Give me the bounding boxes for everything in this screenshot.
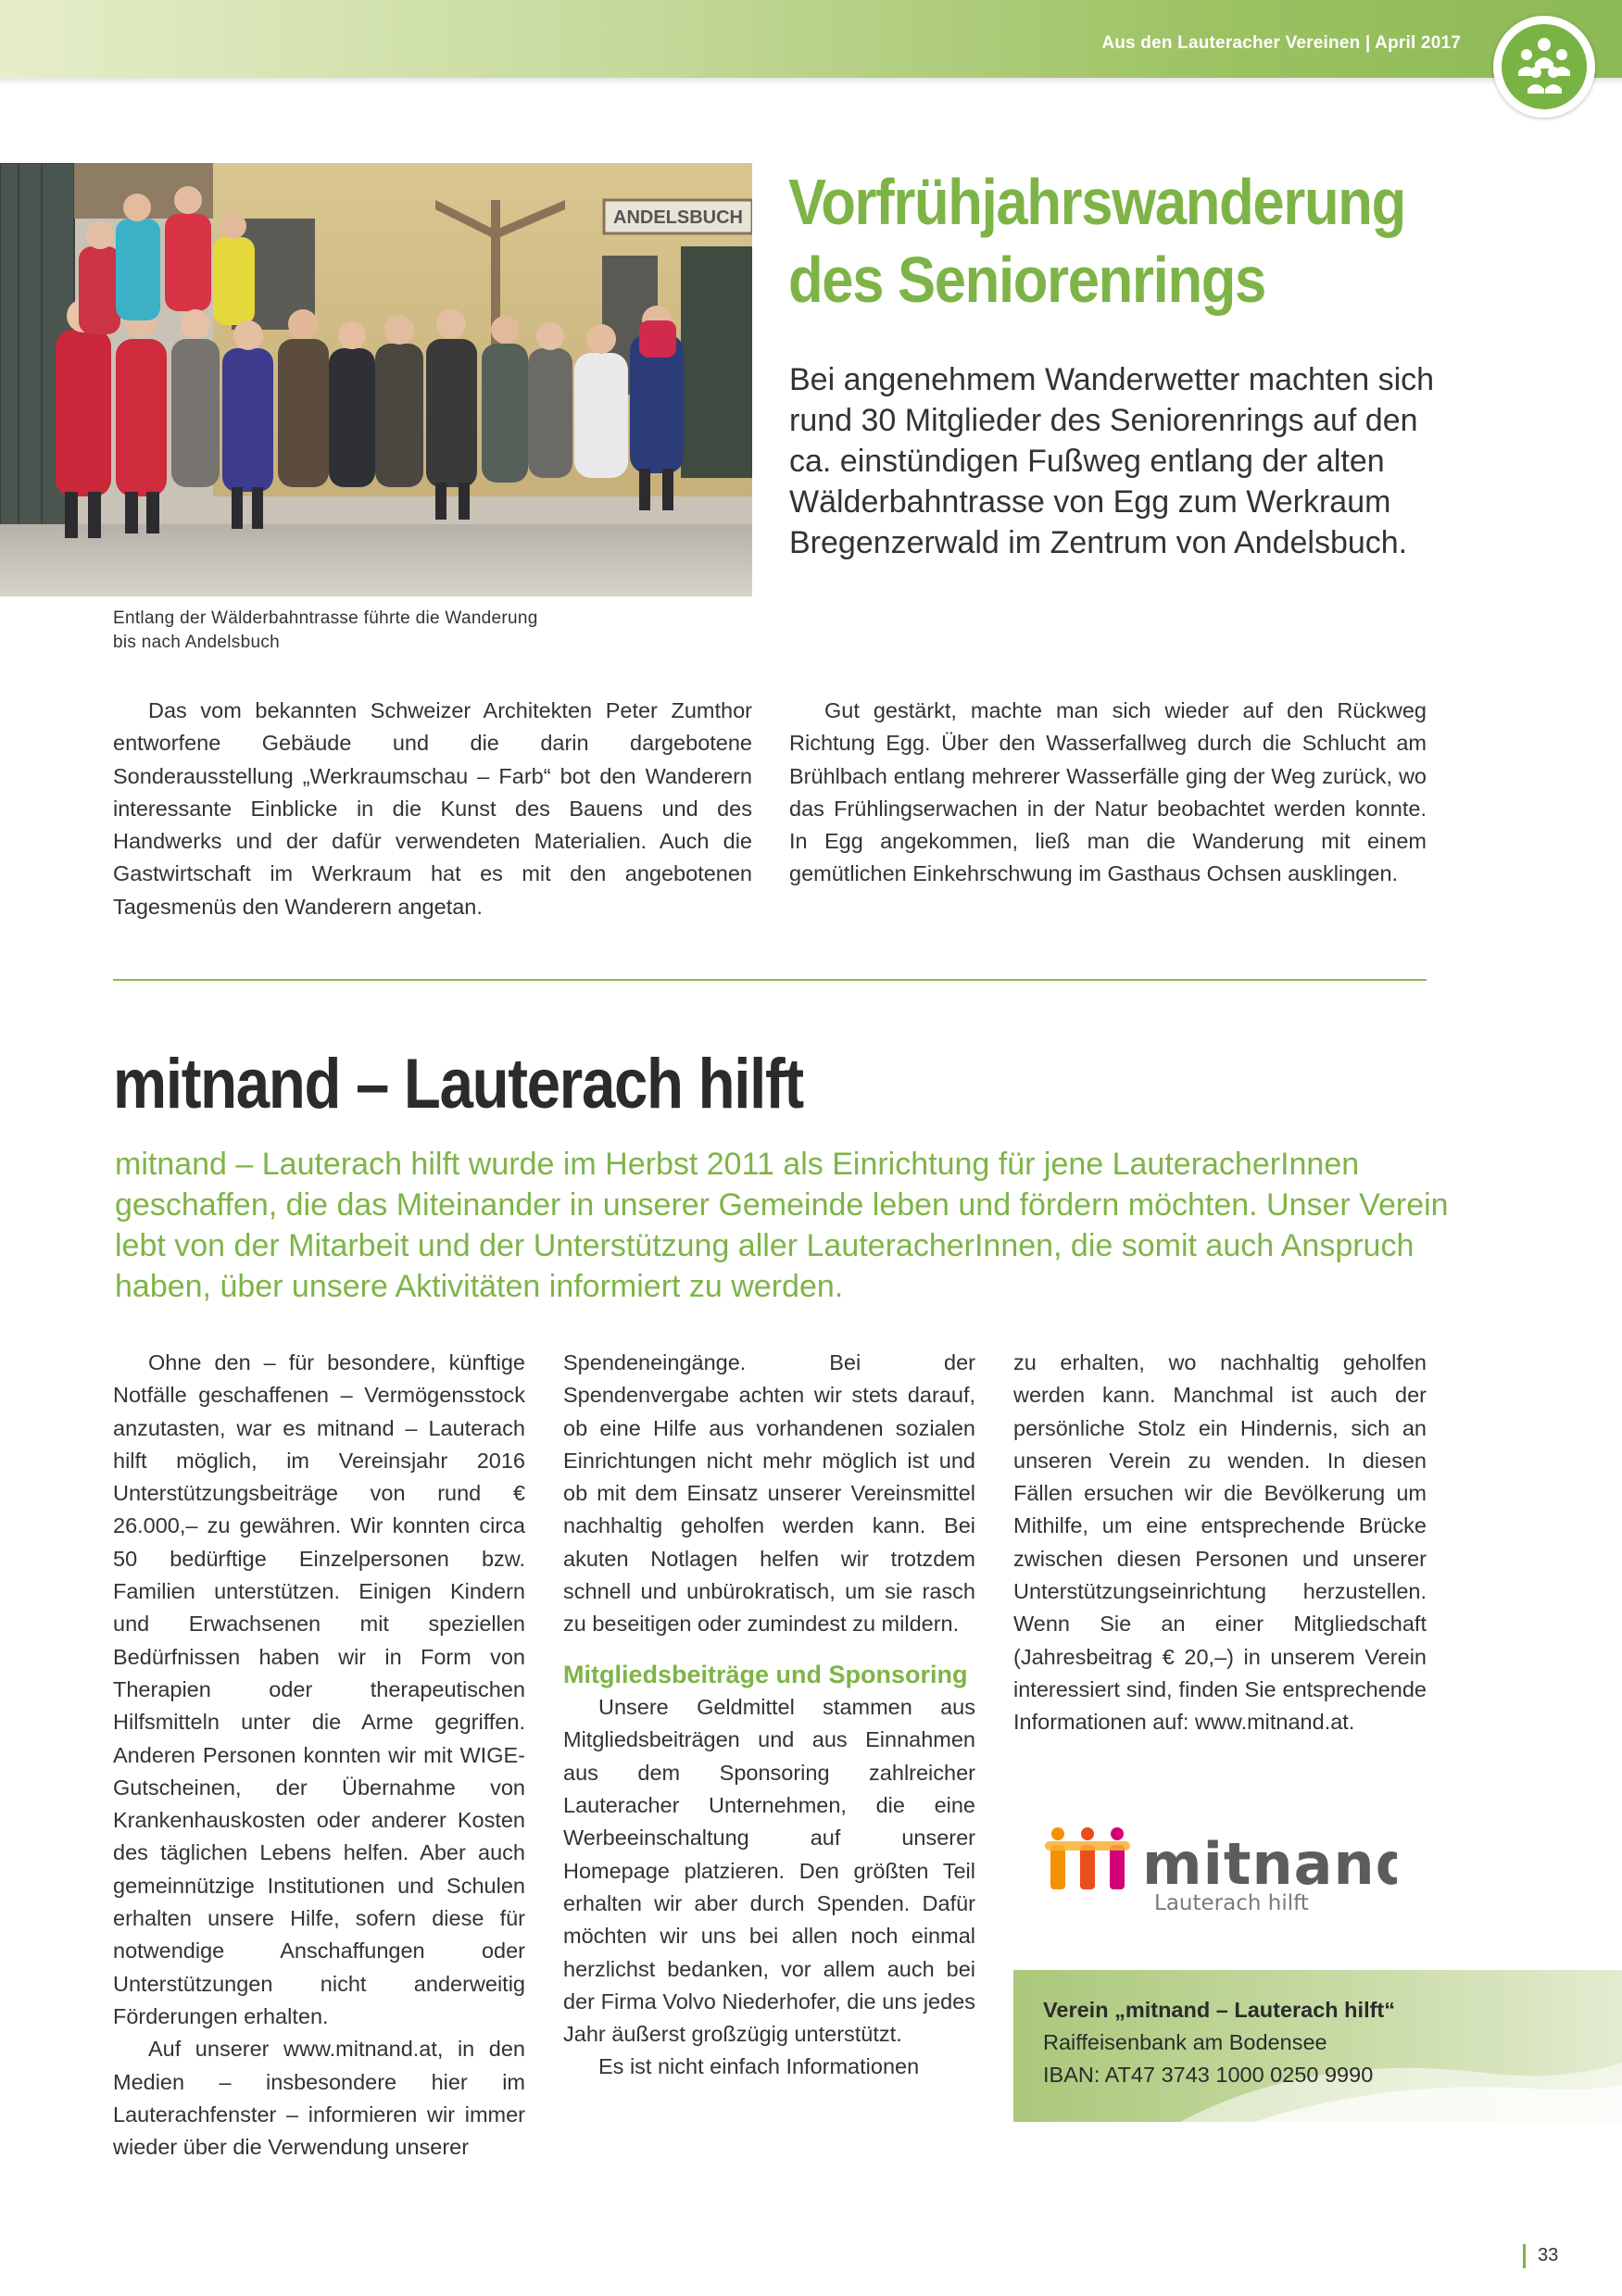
caption-line: Entlang der Wälderbahntrasse führte die Wanderung: [113, 609, 538, 628]
section-divider: [113, 979, 1427, 981]
article-column-2: [563, 1347, 975, 2084]
article-lead: mitnand – Lauterach hilft wurde im Herbst 2011 als Einrichtung für jene LauteracherInnen geschaffen, die das Miteinander in unserer Gemeinde leben und fördern möchten. Unser Verein lebt von der Mitarbeit und der Unterstützung aller LauteracherInnen, die somit auch Anspruch haben, über unsere Aktivitäten informiert zu werden.: [115, 1147, 1449, 1304]
paragraph: Spendeneingänge. Bei der Spendenvergabe achten wir stets darauf, ob eine Hilfe aus vorhandenen sozialen Einrichtungen nicht mehr möglich ist und ob mit dem Einsatz unserer Vereinsmittel nachhaltig geholfen werden kann. Bei akuten Notlagen helfen wir trotzdem schnell und unbürokratisch, um sie rasch zu beseitigen oder zumindest zu mildern.: [563, 1350, 975, 1637]
paragraph: Unsere Geldmittel stammen aus Mitgliedsbeiträgen und aus Einnahmen aus dem Sponsoring zahlreicher Lauteracher Unternehmen, die eine Werbeeinschaltung auf unserer Homepage platzieren. Den größten Teil erhalten wir aber durch Spenden. Dafür möchten wir uns bei allen noch einmal herzlichst bedanken, vor allem auch bei der Firma Volvo Niederhofer, die uns jedes Jahr äußerst großzügig unterstützt.: [563, 1695, 975, 2047]
article-column-3: [1013, 1347, 1427, 1739]
caption-line: bis nach Andelsbuch: [113, 633, 280, 652]
header-logo: [1493, 16, 1595, 118]
group-photo: [0, 163, 752, 596]
bank-iban: IBAN: AT47 3743 1000 0250 9990: [1043, 2063, 1374, 2087]
header-shadow: [0, 78, 1622, 85]
bank-text: [1043, 1994, 1395, 2091]
article-body-left: [113, 695, 752, 923]
title-line: Vorfrühjahrswanderung: [788, 166, 1405, 238]
article-title: [788, 163, 1490, 319]
bank-name: Raiffeisenbank am Bodensee: [1043, 2030, 1327, 2054]
mitnand-logo: [1045, 1823, 1397, 1915]
article-column-1: [113, 1347, 525, 2164]
bank-info-box: [1013, 1970, 1622, 2122]
paragraph: Es ist nicht einfach Informationen: [598, 2054, 920, 2079]
paragraph: Auf unserer www.mitnand.at, in den Medien – insbesondere hier im Lauterachfenster – informieren wir immer wieder über die Verwendung unserer: [113, 2037, 525, 2160]
logo-tagline: Lauterach hilft: [1154, 1891, 1309, 1915]
title-line: des Seniorenrings: [788, 244, 1266, 316]
logo-figures-icon: [1045, 1827, 1130, 1889]
paragraph: Ohne den – für besondere, künftige Notfälle geschaffenen – Vermögensstock anzutasten, war es mitnand – Lauterach hilft möglich, im Vereinsjahr 2016 Unterstützungsbeiträge von rund € 26.000,– zu gewähren. Wir konnten circa 50 bedürftige Einzelpersonen bzw. Familien unterstützen. Einigen Kindern und Erwachsenen mit speziellen Bedürfnissen haben wir in Form von Therapien oder therapeutischen Hilfsmitteln unter die Arme gegriffen. Anderen Personen konnten wir mit WIGE-Gutscheinen, der Übernahme von Krankenhauskosten oder anderer Kosten des täglichen Lebens helfen. Aber auch gemeinnützige Institutionen und Schulen erhalten unsere Hilfe, sofern diese für notwendige Anschaffungen oder Unterstützungen nicht anderweitig Förderungen erhalten.: [113, 1350, 525, 2028]
logo-wordmark: mitnand: [1142, 1830, 1397, 1898]
photo-caption: [113, 607, 669, 655]
subheading: Mitgliedsbeiträge und Sponsoring: [563, 1660, 968, 1688]
station-sign: ANDELSBUCH: [613, 207, 743, 228]
paragraph: zu erhalten, wo nachhaltig geholfen werden kann. Manchmal ist auch der persönliche Stolz ein Hindernis, sich an unseren Verein zu wenden. In diesen Fällen ersuchen wir die Bevölkerung um Mithilfe, um eine entsprechende Brücke zwischen diesen Personen und unserer Unterstützungseinrichtung herzustellen. Wenn Sie an einer Mitgliedschaft (Jahresbeitrag € 20,–) in unserem Verein interessiert sind, finden Sie entsprechende Informationen auf: www.mitnand.at.: [1013, 1350, 1427, 1735]
article-lead: Bei angenehmem Wanderwetter machten sich rund 30 Mitglieder des Seniorenrings auf den ca. einstündigen Fußweg entlang der alten Wälderbahntrasse von Egg zum Werkraum Bregenzerwald im Zentrum von Andelsbuch.: [789, 362, 1435, 560]
article-title: mitnand – Lauterach hilft: [113, 1045, 803, 1123]
paragraph: Das vom bekannten Schweizer Architekten Peter Zumthor entworfene Gebäude und die darin dargebotene Sonderausstellung „Werkraumschau – Farb“ bot den Wanderern interessante Einblicke in die Kunst des Bauens und des Handwerks und der dafür verwendeten Materialien. Auch die Gastwirtschaft im Werkraum hat es mit den angebotenen Tagesmenüs den Wanderern angetan.: [113, 698, 752, 919]
header-title: Aus den Lauteracher Vereinen | April 2017: [1101, 33, 1461, 53]
people-group-icon: [1502, 24, 1587, 109]
paragraph: Gut gestärkt, machte man sich wieder auf den Rückweg Richtung Egg. Über den Wasserfallweg durch die Schlucht am Brühlbach entlang mehrerer Wasserfälle ging der Weg zurück, wo das Frühlingserwachen in der Natur beobachtet werden konnte. In Egg angekommen, ließ man die Wanderung mit einem gemütlichen Einkehrschwung im Gasthaus Ochsen ausklingen.: [789, 698, 1427, 886]
article-body-right: [789, 695, 1427, 891]
page-number-bar: [1523, 2244, 1526, 2268]
page-number: 33: [1538, 2245, 1559, 2265]
bank-account-name: Verein „mitnand – Lauterach hilft“: [1043, 1998, 1395, 2022]
